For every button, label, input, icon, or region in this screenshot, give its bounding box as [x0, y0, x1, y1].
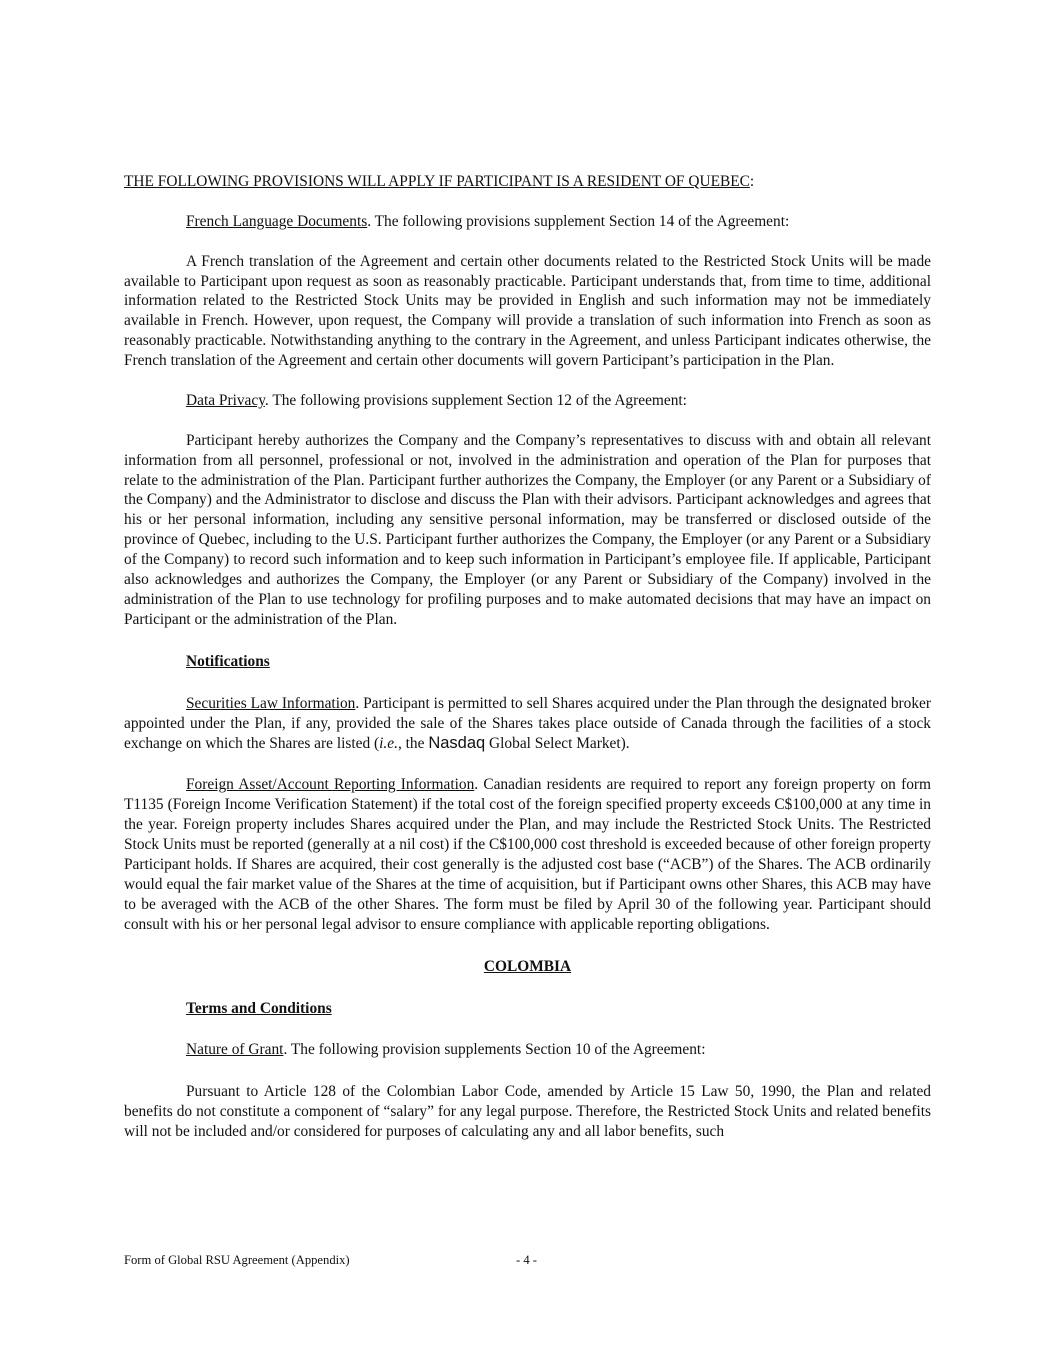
notifications-heading: Notifications [186, 652, 270, 670]
nature-of-grant-title: Nature of Grant [186, 1041, 284, 1059]
foreign-asset-title: Foreign Asset/Account Reporting Information [186, 776, 475, 794]
french-docs-intro: French Language Documents. The following provisions supplement Section 14 of the Agreement: [186, 212, 790, 230]
nature-of-grant-paragraph: Pursuant to Article 128 of the Colombian Labor Code, amended by Article 15 Law 50, 1990, the Plan and related benefits do not constitute a component of “salary” for any legal purpose. Therefore, the Restricted Stock Units and related benefits will not be included and/or considered for purposes of calculating any and all labor benefits, such [124, 1083, 931, 1141]
nature-of-grant-intro: Nature of Grant. The following provision supplements Section 10 of the Agreement: [186, 1041, 706, 1059]
quebec-heading-text: THE FOLLOWING PROVISIONS WILL APPLY IF PARTICIPANT IS A RESIDENT OF QUEBEC [124, 173, 750, 190]
document-body [124, 172, 931, 1142]
terms-heading: Terms and Conditions [186, 999, 332, 1017]
colombia-heading: COLOMBIA [483, 957, 572, 975]
french-docs-title: French Language Documents [186, 212, 368, 230]
nasdaq-text: Nasdaq [428, 733, 486, 752]
french-docs-paragraph: A French translation of the Agreement and certain other documents related to the Restricted Stock Units will be made available to Participant upon request as soon as reasonably practicable. Participant understands that, from time to time, additional information related to the Restricted Stock Units may be provided in English and such information may not be immediately available in French. However, upon request, the Company will provide a translation of such information into French as soon as reasonably practicable. Notwithstanding anything to the contrary in the Agreement, and unless Participant indicates otherwise, the French translation of the Agreement and certain other documents will govern Participant’s participation in the Plan. [124, 252, 931, 370]
data-privacy-title: Data Privacy [186, 391, 265, 409]
securities-law-paragraph: Securities Law Information. Participant is permitted to sell Shares acquired under the Plan through the designated broker appointed under the Plan, if any, provided the sale of the Shares takes place outside of Canada through the facilities of a stock exchange on which the Shares are listed (i.e., the Nasdaq Global Select Market). [124, 694, 931, 752]
data-privacy-paragraph: Participant hereby authorizes the Company and the Company’s representatives to discuss with and obtain all relevant information from all personnel, professional or not, involved in the administration and operation of the Plan for purposes that relate to the administration of the Plan. Participant further authorizes the Company, the Employer (or any Parent or a Subsidiary of the Company) and the Administrator to disclose and discuss the Plan with their advisors. Participant acknowledges and agrees that his or her personal information, including any sensitive personal information, may be transferred or disclosed outside of the province of Quebec, including to the U.S. Participant further authorizes the Company, the Employer (or any Parent or a Subsidiary of the Company) to record such information and to keep such information in Participant’s employee file. If applicable, Participant also acknowledges and authorizes the Company, the Employer (or any Parent or Subsidiary of the Company) involved in the administration of the Plan to use technology for profiling purposes and to make automated decisions that may have an impact on Participant or the administration of the Plan. [124, 431, 931, 628]
footer-doc-title: Form of Global RSU Agreement (Appendix) [124, 1253, 350, 1267]
foreign-asset-paragraph: Foreign Asset/Account Reporting Information. Canadian residents are required to report any foreign property on form T1135 (Foreign Income Verification Statement) if the total cost of the foreign specified property exceeds C$100,000 at any time in the year. Foreign property includes Shares acquired under the Plan, and may include the Restricted Stock Units. The Restricted Stock Units must be reported (generally at a nil cost) if the C$100,000 cost threshold is exceeded because of other foreign property Participant holds. If Shares are acquired, their cost generally is the adjusted cost base (“ACB”) of the Shares. The ACB ordinarily would equal the fair market value of the Shares at the time of acquisition, but if Participant owns other Shares, this ACB may have to be averaged with the ACB of the other Shares. The form must be filed by April 30 of the following year. Participant should consult with his or her personal legal advisor to ensure compliance with applicable reporting obligations. [124, 776, 931, 933]
securities-law-title: Securities Law Information [186, 694, 356, 712]
quebec-heading: THE FOLLOWING PROVISIONS WILL APPLY IF PARTICIPANT IS A RESIDENT OF QUEBEC: [124, 173, 755, 190]
data-privacy-intro: Data Privacy. The following provisions supplement Section 12 of the Agreement: [186, 391, 687, 409]
page-number: - 4 - [516, 1253, 537, 1267]
